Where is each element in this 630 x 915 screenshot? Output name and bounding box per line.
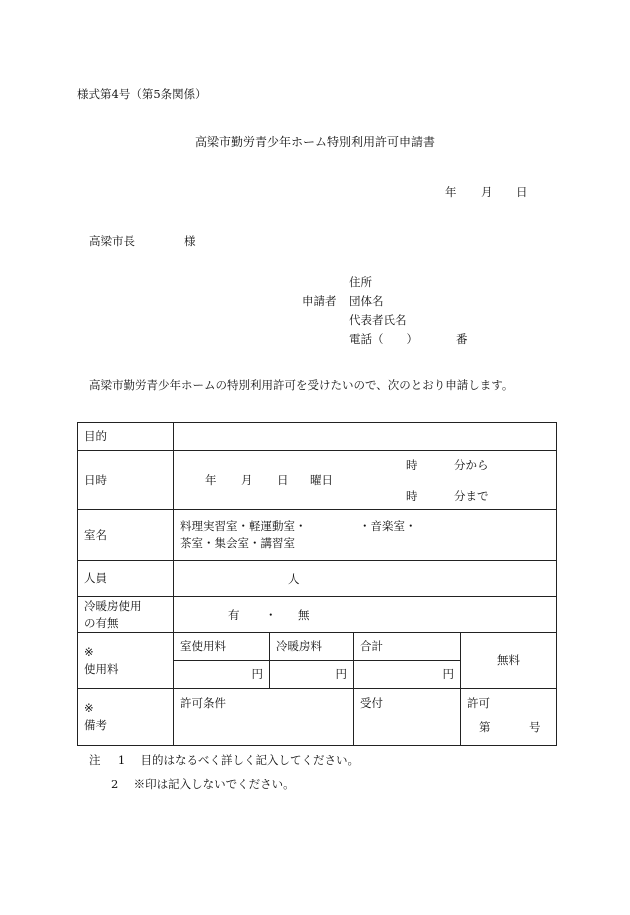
note-2 bbox=[111, 776, 295, 792]
date-year-label: 年 bbox=[445, 185, 457, 199]
permission-num-suffix: 号 bbox=[529, 720, 541, 734]
room-options-line2: 茶室・集会室・講習室 bbox=[180, 536, 295, 550]
aircon-field[interactable] bbox=[174, 597, 557, 633]
datetime-day: 日 bbox=[277, 473, 289, 487]
room-fee-amount[interactable]: 円 bbox=[174, 661, 270, 689]
received-cell[interactable] bbox=[354, 689, 461, 746]
total-fee-header: 合計 bbox=[354, 633, 461, 661]
total-fee-amount[interactable]: 円 bbox=[354, 661, 461, 689]
aircon-label bbox=[78, 597, 174, 633]
fee-mark: ※ bbox=[84, 644, 94, 659]
fee-free: 無料 bbox=[461, 633, 557, 689]
fee-label-cell bbox=[78, 633, 174, 689]
people-unit: 人 bbox=[288, 572, 300, 586]
aircon-label-line2: の有無 bbox=[84, 615, 119, 630]
fee-row-top bbox=[78, 633, 557, 661]
fee-label: 使用料 bbox=[84, 661, 119, 676]
datetime-label: 日時 bbox=[78, 451, 174, 510]
addressee-honorific: 様 bbox=[184, 234, 196, 248]
room-options-line1a: 料理実習室・軽運動室・ bbox=[180, 519, 307, 533]
purpose-label: 目的 bbox=[78, 423, 174, 451]
room-options-line1b: ・音楽室・ bbox=[359, 519, 417, 533]
room-field[interactable] bbox=[174, 510, 557, 561]
people-label: 人員 bbox=[78, 561, 174, 597]
permit-conditions-cell[interactable] bbox=[174, 689, 354, 746]
note-2-number: 2 bbox=[111, 777, 119, 791]
datetime-to-min: 分まで bbox=[454, 489, 489, 503]
note-1-text: 目的はなるべく詳しく記入してください。 bbox=[140, 753, 359, 767]
aircon-no: 無 bbox=[298, 608, 310, 622]
datetime-from-hour: 時 bbox=[406, 458, 418, 472]
people-row bbox=[78, 561, 557, 597]
permission-cell[interactable] bbox=[461, 689, 557, 746]
datetime-month: 月 bbox=[241, 473, 253, 487]
application-table bbox=[77, 422, 557, 746]
aircon-separator: ・ bbox=[265, 608, 277, 622]
applicant-phone-suffix: 番 bbox=[456, 332, 468, 346]
intro-text: 高梁市勤労青少年ホームの特別利用許可を受けたいので、次のとおり申請します。 bbox=[89, 378, 514, 392]
applicant-address-label: 住所 bbox=[349, 275, 372, 289]
applicant-phone-label: 電話（ ） bbox=[349, 332, 418, 346]
note-1 bbox=[89, 752, 359, 768]
aircon-row bbox=[78, 597, 557, 633]
permit-conditions-label: 許可条件 bbox=[180, 696, 226, 710]
permission-label: 許可 bbox=[467, 696, 490, 710]
purpose-field[interactable] bbox=[174, 423, 557, 451]
datetime-from-min: 分から bbox=[454, 458, 489, 472]
note-1-number: 1 bbox=[117, 753, 126, 767]
purpose-row bbox=[78, 423, 557, 451]
room-fee-header: 室使用料 bbox=[174, 633, 270, 661]
room-row bbox=[78, 510, 557, 561]
remarks-row bbox=[78, 689, 557, 746]
datetime-field[interactable] bbox=[174, 451, 557, 510]
form-number: 様式第4号（第5条関係） bbox=[77, 87, 207, 101]
room-label: 室名 bbox=[78, 510, 174, 561]
datetime-to-hour: 時 bbox=[406, 489, 418, 503]
received-label: 受付 bbox=[360, 696, 383, 710]
note-prefix: 注 bbox=[89, 753, 101, 767]
aircon-fee-header: 冷暖房料 bbox=[270, 633, 354, 661]
date-month-label: 月 bbox=[481, 185, 493, 199]
applicant-label: 申請者 bbox=[302, 294, 337, 308]
datetime-row bbox=[78, 451, 557, 510]
remarks-label: 備考 bbox=[84, 718, 107, 732]
aircon-yes: 有 bbox=[228, 608, 240, 622]
permission-num-prefix: 第 bbox=[479, 720, 491, 734]
aircon-label-line1: 冷暖房使用 bbox=[84, 598, 142, 613]
aircon-fee-amount[interactable]: 円 bbox=[270, 661, 354, 689]
applicant-representative-label: 代表者氏名 bbox=[349, 313, 407, 327]
addressee-name: 高梁市長 bbox=[89, 234, 135, 248]
applicant-group-label: 団体名 bbox=[349, 294, 384, 308]
document-title: 高梁市勤労青少年ホーム特別利用許可申請書 bbox=[194, 135, 435, 149]
datetime-year: 年 bbox=[205, 473, 217, 487]
remarks-mark: ※ bbox=[84, 701, 94, 716]
datetime-weekday: 曜日 bbox=[310, 473, 333, 487]
date-day-label: 日 bbox=[516, 185, 528, 199]
note-2-text: ※印は記入しないでください。 bbox=[133, 777, 295, 791]
remarks-label-cell bbox=[78, 689, 174, 746]
people-field[interactable] bbox=[174, 561, 557, 597]
